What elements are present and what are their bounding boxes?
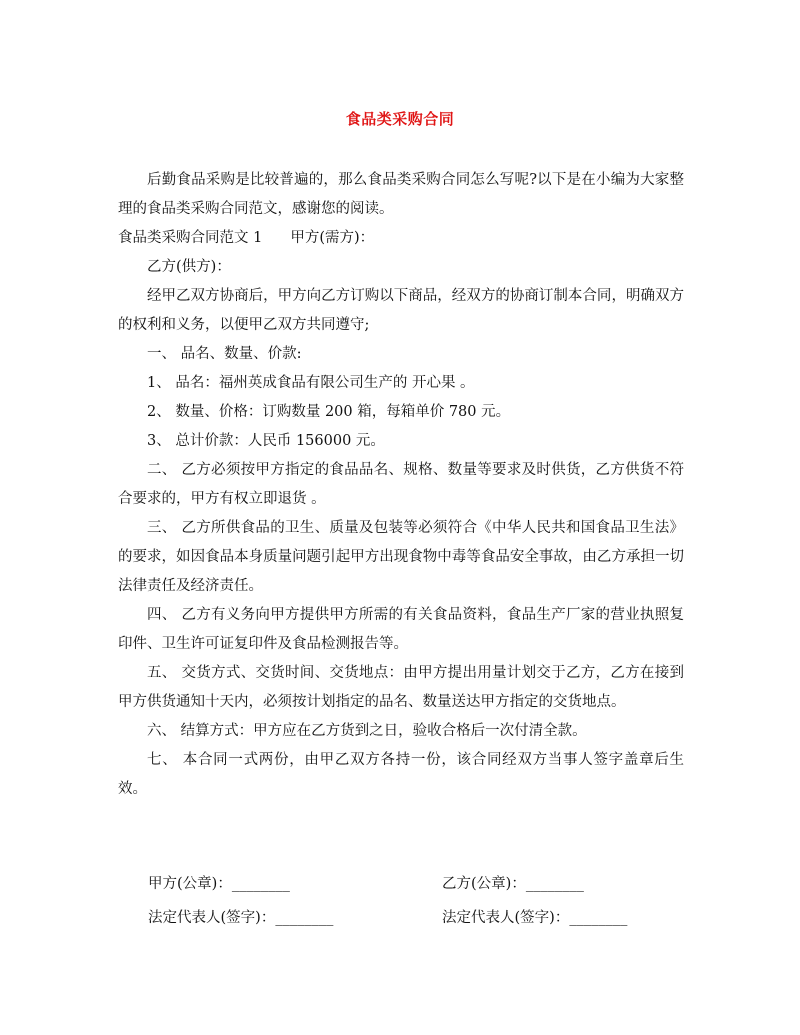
section-3: 三、 乙方所供食品的卫生、质量及包装等必须符合《中华人民共和国食品卫生法》的要求，如因食品本身质量问题引起甲方出现食物中毒等食品安全事故，由乙方承担一切法律责任及经济责任。 bbox=[118, 520, 684, 594]
party-b-seal: 乙方(公章)：________ bbox=[442, 876, 584, 892]
sample-heading-line bbox=[118, 224, 684, 253]
section-1-heading: 一、 品名、数量、价款: bbox=[147, 346, 302, 362]
representative-signature-row bbox=[148, 904, 688, 933]
consult-paragraph: 经甲乙双方协商后，甲方向乙方订购以下商品，经双方的协商订制本合同，明确双方的权利和义务，以便甲乙双方共同遵守; bbox=[118, 288, 684, 333]
section-7: 七、 本合同一式两份，由甲乙双方各持一份，该合同经双方当事人签字盖章后生效。 bbox=[118, 752, 684, 797]
party-a-representative: 法定代表人(签字)：________ bbox=[148, 910, 334, 926]
party-b-representative: 法定代表人(签字)：________ bbox=[442, 910, 628, 926]
party-b-label: 乙方(供方)： bbox=[147, 259, 231, 275]
section-1-item-2: 2、 数量、价格：订购数量 200 箱，每箱单价 780 元。 bbox=[147, 404, 511, 420]
section-6: 六、 结算方式：甲方应在乙方货到之日，验收合格后一次付清全款。 bbox=[147, 723, 587, 739]
sample-label: 食品类采购合同范文 1 bbox=[118, 230, 263, 246]
intro-paragraph: 后勤食品采购是比较普遍的，那么食品类采购合同怎么写呢?以下是在小编为大家整理的食品类采购合同范文，感谢您的阅读。 bbox=[118, 172, 684, 217]
section-1-item-3: 3、 总计价款：人民币 156000 元。 bbox=[147, 433, 385, 449]
section-1-item-1: 1、 品名：福州英成食品有限公司生产的 开心果 。 bbox=[147, 375, 475, 391]
section-5: 五、 交货方式、交货时间、交货地点：由甲方提出用量计划交于乙方，乙方在接到甲方供货通知十天内，必须按计划指定的品名、数量送达甲方指定的交货地点。 bbox=[118, 665, 684, 710]
section-4: 四、 乙方有义务向甲方提供甲方所需的有关食品资料，食品生产厂家的营业执照复印件、卫生许可证复印件及食品检测报告等。 bbox=[118, 607, 684, 652]
contract-body bbox=[118, 166, 684, 804]
party-a-seal: 甲方(公章)：________ bbox=[148, 876, 290, 892]
document-title: 食品类采购合同 bbox=[345, 110, 455, 128]
party-a-label: 甲方(需方)： bbox=[290, 230, 375, 246]
section-2: 二、 乙方必须按甲方指定的食品品名、规格、数量等要求及时供货，乙方供货不符合要求的，甲方有权立即退货 。 bbox=[118, 462, 684, 507]
seal-signature-row bbox=[148, 870, 688, 899]
